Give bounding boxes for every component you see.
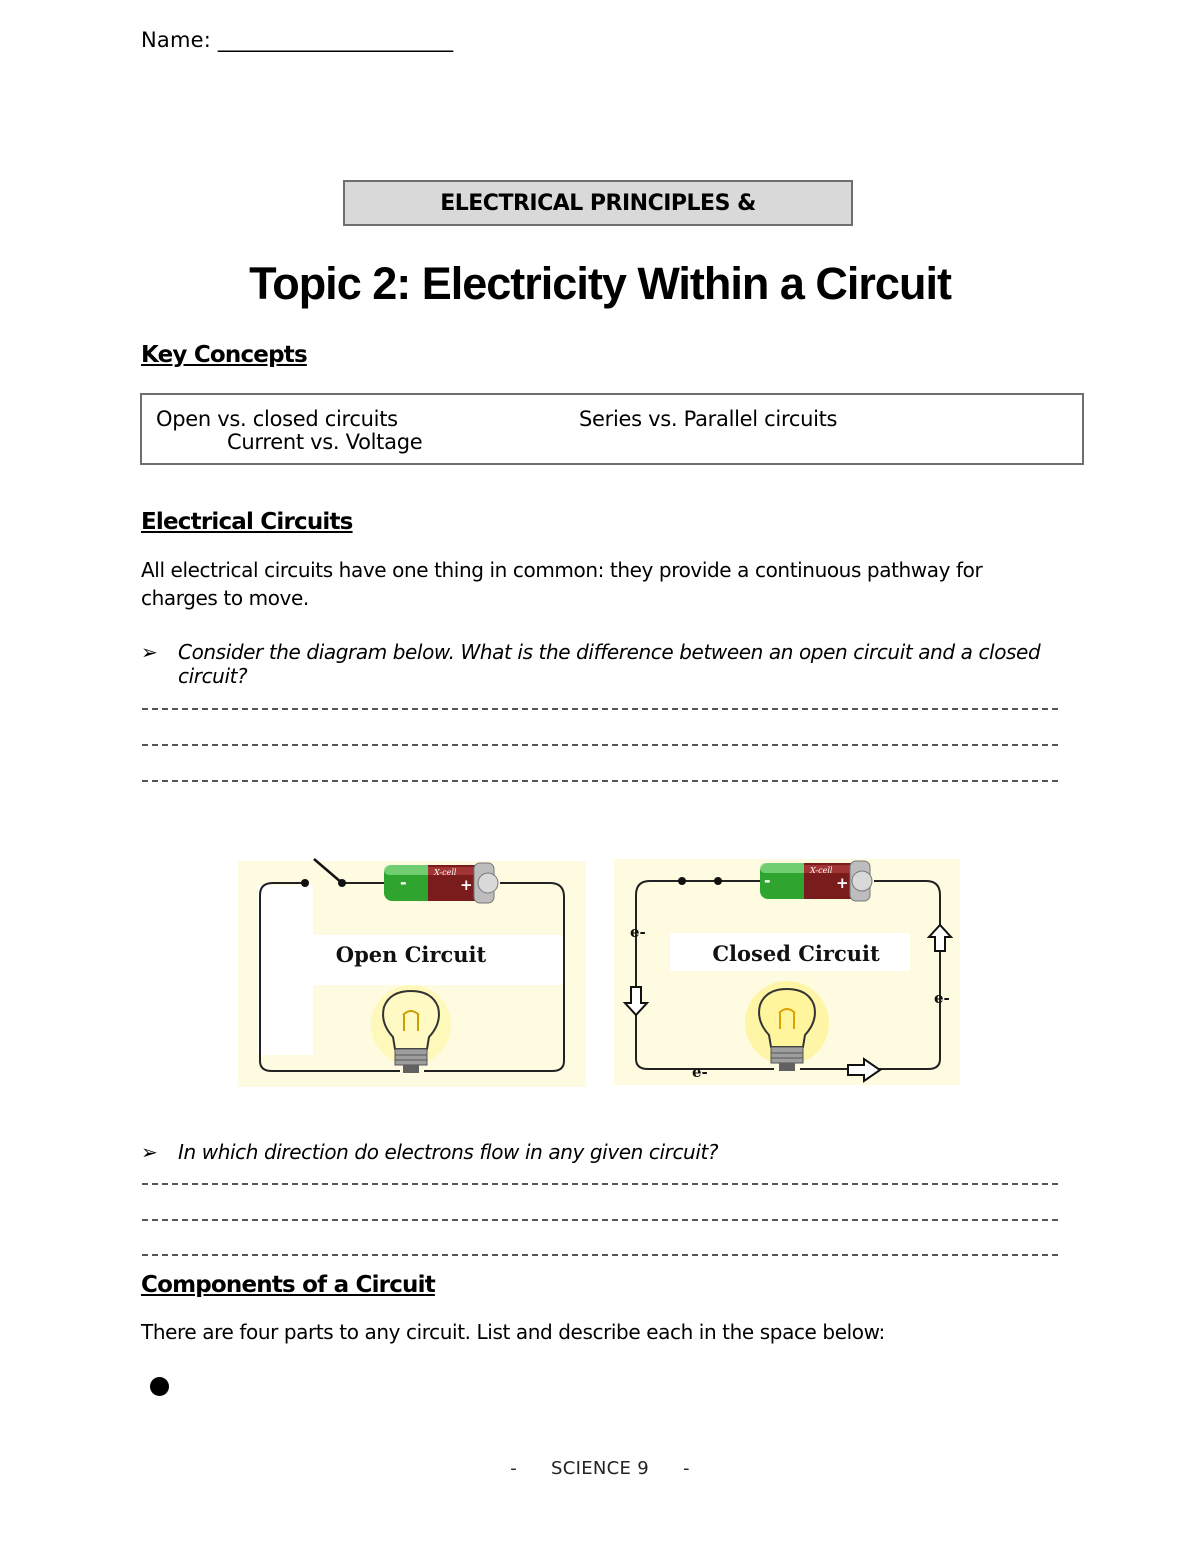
footer-dash: - xyxy=(683,1458,690,1479)
switch-contact xyxy=(714,877,722,885)
question-text: In which direction do electrons flow in any given circuit? xyxy=(178,1140,719,1164)
circuits-intro-text: All electrical circuits have one thing in common: they provide a continuous pathway for charges to move. xyxy=(141,558,983,610)
diagram-background xyxy=(258,885,313,1055)
unit-title: ELECTRICAL PRINCIPLES & xyxy=(440,190,756,216)
concept-item: Current vs. Voltage xyxy=(227,430,423,454)
electron-label: e- xyxy=(934,989,950,1007)
svg-text:-: - xyxy=(764,871,771,890)
arrow-bullet-icon: ➢ xyxy=(141,640,158,664)
question-open-closed xyxy=(141,640,1061,688)
battery-icon xyxy=(384,863,498,903)
key-concepts-heading: Key Concepts xyxy=(141,342,307,368)
answer-line[interactable] xyxy=(142,708,1058,710)
open-circuit-diagram xyxy=(238,855,586,1087)
open-circuit-label: Open Circuit xyxy=(335,942,487,967)
svg-text:X-cell: X-cell xyxy=(434,868,457,877)
electrical-circuits-heading: Electrical Circuits xyxy=(141,509,353,535)
svg-text:+: + xyxy=(460,876,473,894)
answer-line[interactable] xyxy=(142,1254,1058,1256)
answer-line[interactable] xyxy=(142,780,1058,782)
footer-dash: - xyxy=(510,1458,517,1479)
footer-text: SCIENCE 9 xyxy=(551,1458,649,1479)
question-text: Consider the diagram below. What is the difference between an open circuit and a closed circuit? xyxy=(178,640,1041,688)
arrow-bullet-icon: ➢ xyxy=(141,1140,158,1164)
closed-circuit-label: Closed Circuit xyxy=(712,941,880,966)
closed-circuit-diagram xyxy=(614,855,960,1087)
answer-line[interactable] xyxy=(142,1183,1058,1185)
question-electron-flow xyxy=(141,1140,1061,1164)
topic-title: Topic 2: Electricity Within a Circuit xyxy=(249,258,951,309)
switch-contact xyxy=(678,877,686,885)
svg-text:+: + xyxy=(836,874,849,892)
key-concepts-box xyxy=(140,393,1084,465)
bullet-point-icon xyxy=(150,1377,169,1396)
svg-text:-: - xyxy=(400,873,407,892)
svg-text:X-cell: X-cell xyxy=(810,866,833,875)
answer-line[interactable] xyxy=(142,1219,1058,1221)
name-field-label[interactable]: Name: ______________________ xyxy=(141,28,454,52)
components-intro-text: There are four parts to any circuit. List and describe each in the space below: xyxy=(141,1320,885,1344)
switch-contact xyxy=(301,879,309,887)
unit-title-box xyxy=(343,180,853,226)
page-footer xyxy=(0,1458,1200,1479)
electron-label: e- xyxy=(692,1063,708,1081)
concept-item: Open vs. closed circuits xyxy=(156,407,398,431)
components-heading: Components of a Circuit xyxy=(141,1272,435,1298)
electron-label: e- xyxy=(630,923,646,941)
concept-item: Series vs. Parallel circuits xyxy=(579,407,838,431)
battery-icon xyxy=(760,861,872,901)
answer-line[interactable] xyxy=(142,744,1058,746)
